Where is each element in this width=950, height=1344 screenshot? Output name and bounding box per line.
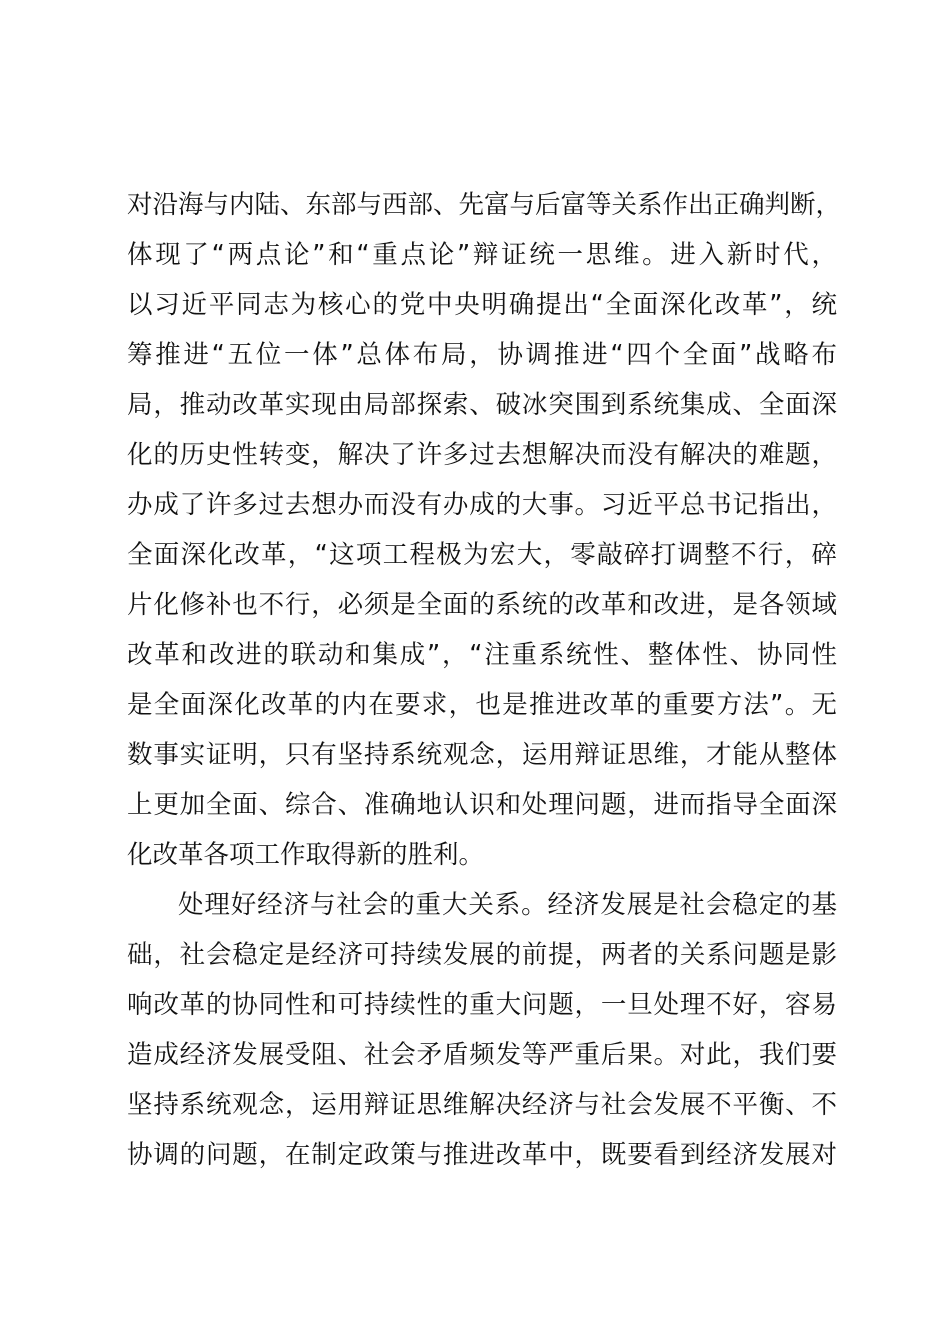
text-line: 协调的问题，在制定政策与推进改革中，既要看到经济发展对 bbox=[127, 1140, 837, 1170]
text-line: 坚持系统观念，运用辩证思维解决经济与社会发展不平衡、不 bbox=[127, 1090, 837, 1120]
text-line: 上更加全面、综合、准确地认识和处理问题，进而指导全面深 bbox=[127, 790, 837, 820]
text-line: 化改革各项工作取得新的胜利。 bbox=[127, 840, 485, 870]
text-line: 造成经济发展受阻、社会矛盾频发等严重后果。对此，我们要 bbox=[127, 1040, 837, 1070]
text-line: 全面深化改革，“这项工程极为宏大，零敲碎打调整不行，碎 bbox=[127, 540, 837, 570]
text-line: 础，社会稳定是经济可持续发展的前提，两者的关系问题是影 bbox=[127, 940, 837, 970]
text-line: 局，推动改革实现由局部探索、破冰突围到系统集成、全面深 bbox=[127, 390, 837, 420]
text-line: 数事实证明，只有坚持系统观念，运用辩证思维，才能从整体 bbox=[127, 740, 837, 770]
body-text bbox=[127, 180, 842, 1180]
text-line: 对沿海与内陆、东部与西部、先富与后富等关系作出正确判断， bbox=[127, 190, 842, 220]
text-line: 处理好经济与社会的重大关系。经济发展是社会稳定的基 bbox=[178, 890, 837, 920]
text-line: 片化修补也不行，必须是全面的系统的改革和改进，是各领域 bbox=[127, 590, 837, 620]
text-line: 是全面深化改革的内在要求，也是推进改革的重要方法”。无 bbox=[127, 690, 837, 720]
text-line: 改革和改进的联动和集成”，“注重系统性、整体性、协同性 bbox=[127, 640, 837, 670]
text-line: 化的历史性转变，解决了许多过去想解决而没有解决的难题， bbox=[127, 440, 837, 470]
text-line: 筹推进“五位一体”总体布局，协调推进“四个全面”战略布 bbox=[127, 340, 837, 370]
paragraph-1 bbox=[127, 180, 842, 880]
text-line: 办成了许多过去想办而没有办成的大事。习近平总书记指出， bbox=[127, 490, 837, 520]
text-line: 体现了“两点论”和“重点论”辩证统一思维。进入新时代， bbox=[127, 240, 837, 270]
text-line: 响改革的协同性和可持续性的重大问题，一旦处理不好，容易 bbox=[127, 990, 837, 1020]
text-line: 以习近平同志为核心的党中央明确提出“全面深化改革”，统 bbox=[127, 290, 837, 320]
paragraph-2 bbox=[127, 880, 837, 1180]
